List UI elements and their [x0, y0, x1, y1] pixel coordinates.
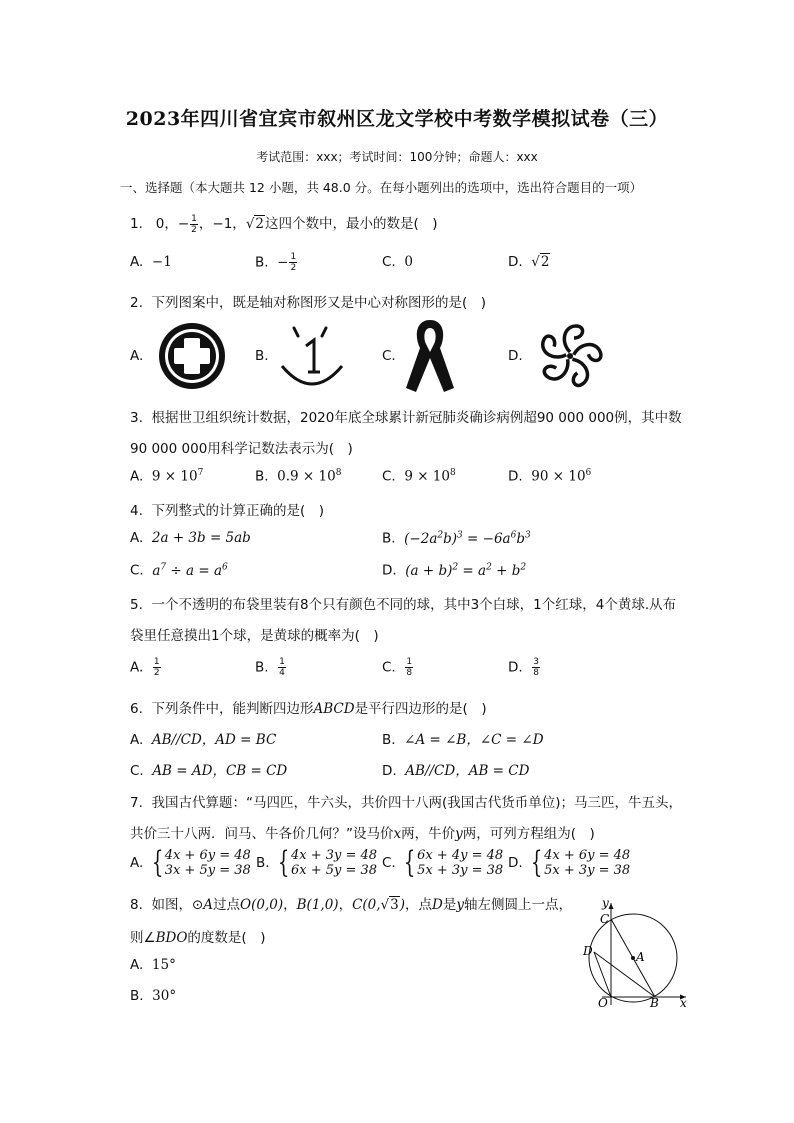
equation-row: 3x + 5y = 38 [164, 863, 251, 878]
q4-option-d [382, 562, 526, 579]
denominator: 8 [533, 668, 540, 678]
axis-name: y [456, 897, 464, 913]
question-3-line2: 90 000 000用科学记数法表示为( ) [130, 441, 353, 457]
page-title: 2023年四川省宜宾市叙州区龙文学校中考数学模拟试卷（三） [125, 108, 669, 130]
option-value: 15° [151, 957, 176, 973]
option-value [152, 563, 227, 579]
equation-row: 4x + 6y = 48 [164, 848, 251, 863]
expr-part: (a + b) [405, 562, 453, 579]
option-label: D. [508, 468, 523, 485]
radicand: 3 [390, 897, 399, 913]
question-text: 共价三十八两．问马、牛各价几何？”设马价 [130, 826, 394, 842]
numerator: 1 [191, 213, 197, 224]
option-label: A. [130, 530, 144, 546]
expr-part: (−2a [404, 530, 438, 547]
q3-option-d [508, 468, 591, 485]
question-text: 一个不透明的布袋里装有8个只有颜色不同的球，其中3个白球，1个红球，4个黄球.从布 [151, 597, 677, 613]
radical-sign: √ [380, 897, 390, 913]
expr-part: ÷ a = a [166, 562, 222, 579]
question-5-line2: 袋里任意摸出1个球，是黄球的概率为( ) [130, 628, 379, 644]
section-heading: 一、选择题（本大题共 12 小题，共 48.0 分。在每小题列出的选项中，选出符合题目的一项） [120, 180, 643, 195]
option-label: A. [130, 659, 144, 676]
option-base: 0.9 × 10 [277, 468, 336, 485]
denominator: 2 [191, 224, 197, 235]
q4-option-c [130, 562, 228, 579]
equation-system [400, 845, 504, 880]
option-label: C. [130, 562, 144, 579]
question-7-line2 [130, 822, 595, 842]
radicand: 2 [540, 254, 550, 270]
sqrt-3 [381, 896, 400, 913]
exponent: 2 [437, 530, 444, 540]
numerator: 1 [290, 252, 297, 262]
label-y: y [602, 896, 609, 910]
option-value: AB//CD，AD = BC [151, 732, 277, 748]
q3-option-c [382, 468, 456, 485]
question-7-line1 [130, 791, 682, 811]
question-8-line1 [130, 893, 572, 913]
option-value: −1 [151, 254, 172, 270]
question-8-line2 [130, 926, 265, 946]
question-3-line1 [130, 406, 682, 426]
option-exponent: 7 [197, 468, 204, 478]
flower-pattern-icon [532, 318, 608, 394]
q1-neg: − [177, 216, 190, 232]
exponent: 2 [520, 562, 527, 572]
question-text: 下列条件中，能判断四边形 [151, 701, 314, 717]
point-label: A [203, 897, 214, 913]
question-text: 下列整式的计算正确的是( ) [151, 503, 325, 519]
q7-option-a [130, 845, 251, 880]
equation-row: 5x + 3y = 38 [417, 863, 504, 878]
radical-sign: √ [531, 254, 540, 270]
fraction-half [190, 214, 198, 235]
option-label: C. [382, 254, 396, 270]
expr-part: = a [458, 562, 487, 579]
q2-option-c-label: C. [382, 348, 396, 364]
option-label: C. [130, 763, 144, 779]
denominator: 2 [290, 263, 297, 273]
label-x: x [680, 996, 687, 1009]
brace: { [151, 845, 163, 880]
question-text: 则∠ [130, 930, 156, 946]
circle-geometry-figure [578, 893, 690, 1009]
question-text: ， [283, 897, 297, 913]
exponent: 3 [457, 530, 463, 540]
numerator: 1 [406, 657, 413, 667]
option-exponent: 6 [585, 468, 592, 478]
question-text: ，点 [405, 897, 433, 913]
hospital-cross-icon [156, 320, 228, 392]
option-label: C. [382, 659, 396, 676]
point-label: D [432, 897, 443, 913]
ribbon-icon [402, 318, 458, 394]
angle-name: BDO [155, 930, 188, 946]
expr-part: + b [491, 562, 521, 579]
option-label: A. [130, 855, 144, 871]
option-label: B. [382, 530, 396, 547]
question-number: 1. [130, 216, 143, 232]
fraction-half [289, 252, 297, 273]
question-number: 3. [130, 410, 143, 426]
exponent: 7 [160, 562, 167, 572]
point-coord: B(1,0) [296, 897, 339, 913]
expr-part: = −6a [462, 530, 511, 547]
equation-system [148, 845, 251, 880]
q2-option-b-label: B. [255, 348, 269, 364]
fraction [153, 657, 161, 678]
question-1 [130, 212, 438, 235]
equation-row: 4x + 3y = 48 [290, 848, 378, 863]
q1-text-post: 这四个数中，最小的数是( ) [265, 216, 438, 232]
question-number: 7. [130, 795, 143, 811]
shape-name: ABCD [313, 701, 355, 717]
option-label: B. [130, 988, 144, 1004]
brace: { [530, 845, 543, 880]
q3-option-b [255, 468, 341, 485]
q3-option-a [130, 468, 203, 485]
q7-option-b [256, 845, 378, 880]
numerator: 1 [279, 657, 285, 667]
q5-option-d [508, 657, 541, 678]
q1-text-mid: ，−1， [198, 216, 246, 232]
question-number: 5. [130, 597, 143, 613]
denominator: 4 [279, 668, 285, 678]
numerator: 3 [533, 657, 540, 667]
radicand: 2 [255, 216, 265, 232]
brace: { [277, 845, 290, 880]
label-d: D [583, 944, 593, 958]
option-value: 30° [152, 988, 177, 1004]
question-4 [130, 499, 324, 519]
question-text: 的度数是( ) [187, 930, 266, 946]
option-label: A. [130, 468, 144, 485]
question-number: 6. [130, 701, 143, 717]
exponent: 2 [486, 562, 492, 572]
fraction [278, 657, 286, 678]
equation-system [527, 845, 631, 880]
option-label: D. [508, 254, 523, 270]
option-value: AB = AD，CB = CD [152, 763, 288, 779]
option-label: D. [382, 763, 397, 779]
option-neg: − [277, 254, 289, 271]
question-text: 如图，⊙ [151, 897, 204, 913]
expr-part: a [152, 562, 161, 579]
q6-option-d [382, 759, 529, 779]
option-label: A. [130, 732, 144, 748]
option-label: B. [382, 732, 396, 748]
exponent: 6 [510, 530, 517, 540]
question-number: 8. [130, 897, 143, 913]
brace: { [403, 845, 416, 880]
exam-info: 考试范围：xxx；考试时间：100分钟；命题人：xxx [256, 150, 538, 164]
expr-part: b) [443, 530, 458, 547]
label-o: O [598, 996, 608, 1009]
question-number: 2. [130, 295, 143, 311]
variable-x: x [393, 826, 402, 842]
label-c: C [600, 912, 610, 926]
q6-option-b [382, 728, 544, 748]
question-text: 两，可列方程组为( ) [462, 826, 595, 842]
question-text: 过点 [213, 897, 241, 913]
option-exponent: 8 [335, 468, 342, 478]
exponent: 3 [525, 530, 531, 540]
option-value [404, 531, 531, 547]
option-label: B. [255, 659, 269, 676]
option-value [405, 563, 526, 579]
option-value: ∠A = ∠B，∠C = ∠D [404, 732, 544, 748]
q6-option-a [130, 728, 276, 748]
q1-option-a [130, 254, 172, 270]
q7-option-d [508, 845, 631, 880]
option-label: A. [130, 957, 144, 973]
exponent: 2 [452, 562, 459, 572]
option-label: C. [382, 468, 396, 485]
fraction [532, 657, 540, 678]
equation-row: 4x + 6y = 48 [544, 848, 631, 863]
option-label: D. [508, 659, 523, 676]
option-value: 2a + 3b = 5ab [151, 530, 251, 546]
option-label: B. [255, 468, 269, 485]
option-label: A. [130, 254, 144, 270]
sqrt-2 [246, 215, 265, 232]
q4-option-b [382, 530, 531, 547]
q6-option-c [130, 759, 287, 779]
smiley-face-icon [278, 322, 346, 392]
q2-option-a-label: A. [130, 348, 144, 364]
option-value: 0 [404, 254, 413, 270]
q5-option-c [382, 657, 414, 678]
question-text: ， [338, 897, 353, 913]
q4-option-a [130, 530, 251, 546]
q1-option-d [508, 254, 550, 270]
q5-option-b [255, 657, 287, 678]
question-5-line1 [130, 593, 676, 613]
label-a: A [636, 950, 645, 964]
denominator: 2 [153, 668, 160, 678]
exponent: 6 [222, 562, 228, 572]
q7-option-c [382, 845, 504, 880]
question-text: 是 [442, 897, 457, 913]
question-text: 轴左侧圆上一点， [464, 897, 572, 913]
option-label: B. [255, 254, 269, 271]
q5-option-a [130, 657, 162, 678]
variable-y: y [455, 826, 463, 842]
y-axis-arrow [609, 903, 614, 909]
q1-text-pre: 0， [155, 216, 178, 232]
denominator: 8 [406, 668, 413, 678]
label-b: B [650, 996, 659, 1009]
option-exponent: 8 [449, 468, 456, 478]
point-coord: C(0, [352, 897, 381, 913]
q8-option-a [130, 957, 176, 973]
numerator: 1 [153, 657, 160, 667]
radical-sign: √ [245, 216, 255, 232]
point-coord: ) [399, 897, 406, 913]
q8-option-b [130, 988, 176, 1004]
question-text: 我国古代算题：“马四匹，牛六头，共价四十八两(我国古代货币单位)；马三匹，牛五头， [151, 795, 683, 811]
option-label: D. [382, 562, 397, 579]
option-base: 90 × 10 [531, 468, 586, 485]
option-label: D. [508, 855, 523, 871]
point-coord: O(0,0) [240, 897, 284, 913]
equation-row: 6x + 4y = 48 [417, 848, 504, 863]
option-base: 9 × 10 [151, 468, 198, 485]
question-number: 4. [130, 503, 143, 519]
expr-part: b [516, 530, 525, 547]
equation-system [274, 845, 378, 880]
q2-option-d-label: D. [508, 348, 523, 364]
question-2 [130, 291, 486, 311]
equation-row: 5x + 3y = 38 [544, 863, 631, 878]
option-label: C. [382, 855, 396, 871]
question-6 [130, 697, 487, 717]
center-point-a [631, 956, 635, 960]
q1-option-b [255, 252, 298, 273]
option-label: B. [256, 855, 270, 871]
question-text: 是平行四边形的是( ) [354, 701, 487, 717]
question-text: 根据世卫组织统计数据，2020年底全球累计新冠肺炎确诊病例超90 000 000例，其中数 [151, 410, 682, 426]
equation-row: 6x + 5y = 38 [290, 863, 378, 878]
option-base: 9 × 10 [404, 468, 450, 485]
question-text: 两，牛价 [401, 826, 456, 842]
fraction [405, 657, 413, 678]
question-text: 下列图案中，既是轴对称图形又是中心对称图形的是( ) [151, 295, 487, 311]
sqrt-2 [531, 253, 550, 270]
q1-option-c [382, 254, 413, 270]
option-value: AB//CD，AB = CD [405, 763, 530, 779]
